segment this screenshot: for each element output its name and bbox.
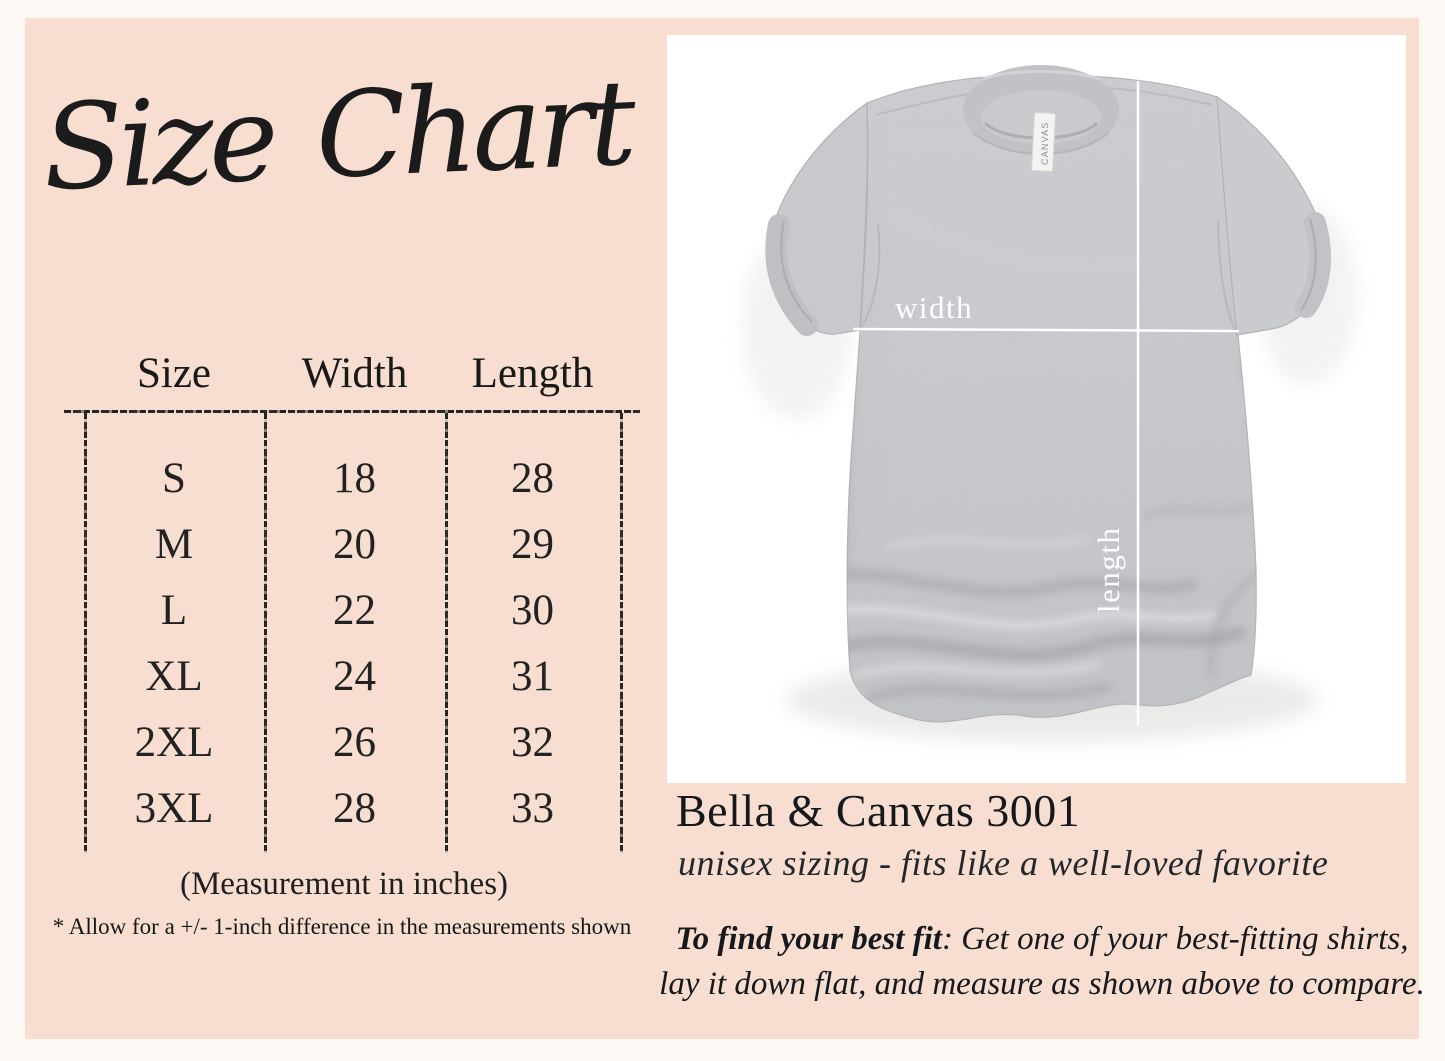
fit-instructions-lead: To find your best fit — [675, 921, 942, 957]
product-tagline: unisex sizing - fits like a well-loved favorite — [678, 843, 1329, 883]
page-title: Size Chart — [39, 53, 634, 217]
cell-size: S — [162, 454, 186, 502]
neck-tag-label: CANVAS — [1040, 121, 1050, 165]
tolerance-note: * Allow for a +/- 1-inch difference in the measurements shown — [52, 914, 632, 939]
neck-tag — [1031, 113, 1055, 172]
cell-length: 29 — [511, 520, 554, 568]
cell-size: 2XL — [134, 718, 214, 766]
cell-width: 24 — [333, 652, 376, 700]
cell-width: 20 — [333, 520, 376, 568]
cell-width: 18 — [333, 454, 376, 502]
length-label: length — [1091, 526, 1126, 613]
cell-size: XL — [145, 652, 203, 700]
cell-length: 28 — [511, 454, 554, 502]
cell-width: 22 — [333, 586, 376, 634]
cell-size: 3XL — [134, 784, 214, 832]
width-label: width — [895, 290, 974, 325]
fit-instructions — [645, 917, 1439, 1006]
tshirt-photo — [667, 35, 1406, 783]
cell-width: 28 — [333, 784, 376, 832]
cell-width: 26 — [333, 718, 376, 766]
table-rule-vertical-4 — [620, 413, 623, 853]
column-header-width: Width — [301, 349, 408, 397]
cell-length: 31 — [511, 652, 554, 700]
size-table-body — [84, 445, 620, 841]
fit-instructions-rest: : Get one of your best-fitting shirts, — [941, 921, 1409, 957]
cell-length: 30 — [511, 586, 554, 634]
cell-size: M — [154, 520, 194, 568]
cell-length: 32 — [511, 718, 554, 766]
column-header-size: Size — [136, 349, 212, 397]
product-name: Bella & Canvas 3001 — [676, 785, 1081, 836]
fit-instructions-line1 — [645, 917, 1439, 962]
cell-length: 33 — [511, 784, 554, 832]
table-rule-horizontal — [64, 410, 640, 413]
units-note: (Measurement in inches) — [179, 866, 509, 902]
fit-instructions-line2: lay it down flat, and measure as shown above to compare. — [659, 965, 1425, 1002]
size-table-header — [84, 344, 620, 402]
tshirt-photo-block — [667, 35, 1406, 783]
column-header-length: Length — [471, 349, 594, 397]
cell-size: L — [160, 586, 188, 634]
